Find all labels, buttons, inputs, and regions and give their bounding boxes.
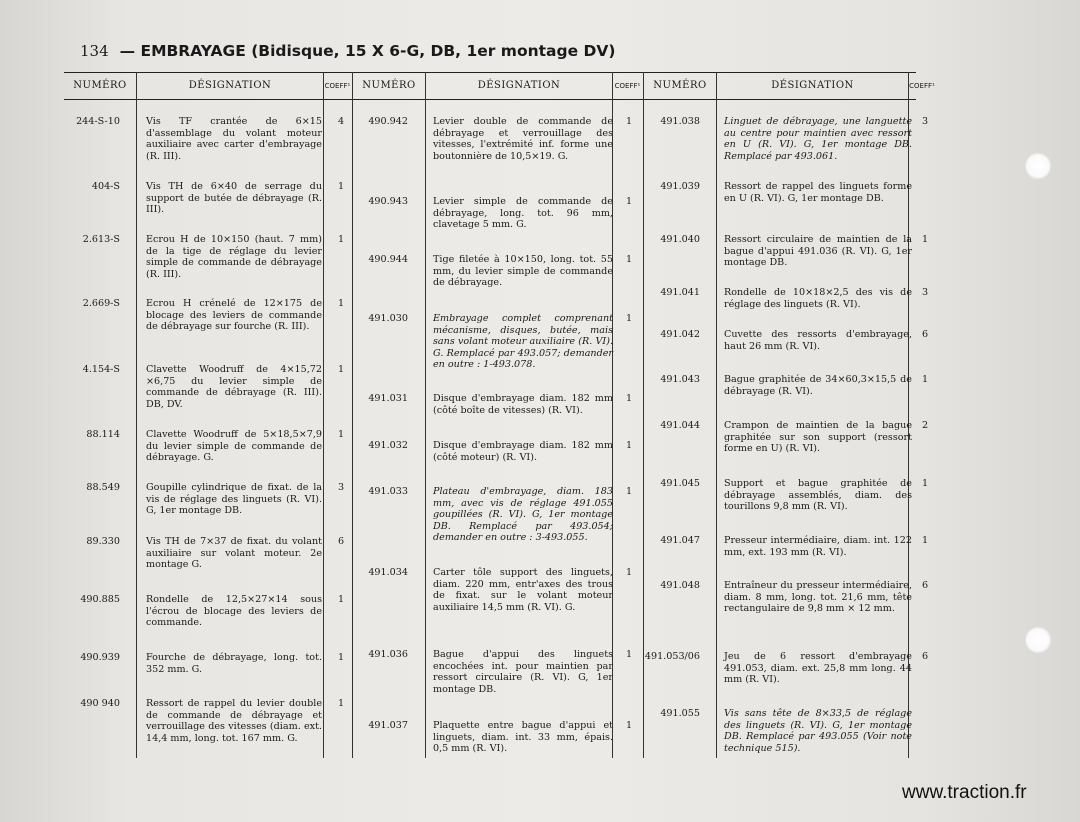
part-coefficient: 1 [626, 486, 633, 497]
part-number: 491.032 [368, 440, 408, 451]
part-designation: Clavette Woodruff de 4×15,72 ×6,75 du levier simple de commande de débrayage (R. III). DB, DV. [146, 364, 322, 410]
part-number: 491.053/06 [644, 651, 700, 662]
part-designation: Fourche de débrayage, long. tot. 352 mm. G. [146, 652, 322, 675]
part-coefficient: 1 [922, 535, 929, 546]
part-number: 491.038 [660, 116, 700, 127]
column-divider [716, 72, 717, 758]
part-coefficient: 1 [338, 429, 345, 440]
part-coefficient: 1 [626, 567, 633, 578]
table-top-rule [64, 72, 916, 73]
part-designation: Disque d'embrayage diam. 182 mm (côté boîte de vitesses) (R. VI). [433, 393, 613, 416]
column-header-coeff: COEFF¹ [614, 82, 641, 90]
part-coefficient: 1 [338, 594, 345, 605]
part-coefficient: 1 [338, 364, 345, 375]
column-divider [136, 72, 137, 758]
part-coefficient: 6 [922, 329, 929, 340]
part-coefficient: 1 [626, 116, 633, 127]
column-header-numero: NUMÉRO [362, 80, 416, 91]
part-designation: Goupille cylindrique de fixat. de la vis de réglage des linguets (R. VI). G, 1er montage DB. [146, 482, 322, 517]
part-number: 491.040 [660, 234, 700, 245]
part-designation: Plateau d'embrayage, diam. 183 mm, avec vis de réglage 491.055 goupillées (R. VI). G, 1er montage DB. Remplacé par 493.054; demander en outre : 3-493.055. [433, 486, 613, 544]
part-number: 490.942 [368, 116, 408, 127]
watermark-url: www.traction.fr [902, 782, 1027, 803]
column-header-coeff: COEFF¹ [909, 82, 935, 90]
binder-hole-top [1024, 152, 1052, 180]
part-designation: Rondelle de 10×18×2,5 des vis de réglage des linguets (R. VI). [724, 287, 912, 310]
part-designation: Bague d'appui des linguets encochées int. pour maintien par ressort circulaire (R. VI). G, 1er montage DB. [433, 649, 613, 695]
part-number: 2.613-S [82, 234, 120, 245]
part-number: 491.037 [368, 720, 408, 731]
part-number: 491.042 [660, 329, 700, 340]
page-title: — EMBRAYAGE (Bidisque, 15 X 6-G, DB, 1er montage DV) [119, 42, 616, 60]
part-designation: Ressort circulaire de maintien de la bague d'appui 491.036 (R. VI). G, 1er montage DB. [724, 234, 912, 269]
column-header-designation: DÉSIGNATION [477, 80, 561, 91]
part-number: 490.885 [80, 594, 120, 605]
part-coefficient: 1 [338, 698, 345, 709]
page-number: 134 [80, 42, 109, 60]
binder-hole-bottom [1024, 626, 1052, 654]
part-designation: Rondelle de 12,5×27×14 sous l'écrou de blocage des leviers de commande. [146, 594, 322, 629]
part-number: 88.549 [86, 482, 120, 493]
part-coefficient: 1 [338, 234, 345, 245]
part-number: 491.033 [368, 486, 408, 497]
part-number: 490.939 [80, 652, 120, 663]
part-coefficient: 1 [626, 196, 633, 207]
part-designation: Jeu de 6 ressort d'embrayage 491.053, diam. ext. 25,8 mm long. 44 mm (R. VI). [724, 651, 912, 686]
part-designation: Tige filetée à 10×150, long. tot. 55 mm, du levier simple de commande de débrayage. [433, 254, 613, 289]
part-coefficient: 1 [338, 298, 345, 309]
part-number: 491.044 [660, 420, 700, 431]
part-number: 491.041 [660, 287, 700, 298]
part-coefficient: 2 [922, 420, 929, 431]
part-coefficient: 1 [626, 649, 633, 660]
part-coefficient: 6 [922, 651, 929, 662]
table-header-rule [64, 99, 916, 100]
part-coefficient: 3 [338, 482, 345, 493]
part-number: 491.043 [660, 374, 700, 385]
part-number: 404-S [91, 181, 120, 192]
part-designation: Levier simple de commande de débrayage, long. tot. 96 mm, clavetage 5 mm. G. [433, 196, 613, 231]
part-number: 2.669-S [82, 298, 120, 309]
part-designation: Clavette Woodruff de 5×18,5×7,9 du levier simple de commande de débrayage. G. [146, 429, 322, 464]
part-designation: Disque d'embrayage diam. 182 mm (côté moteur) (R. VI). [433, 440, 613, 463]
column-header-designation: DÉSIGNATION [771, 80, 854, 91]
part-number: 244-S-10 [76, 116, 120, 127]
column-header-numero: NUMÉRO [73, 80, 127, 91]
part-number: 490 940 [80, 698, 120, 709]
part-designation: Support et bague graphitée de débrayage assemblés, diam. des tourillons 9,8 mm (R. VI). [724, 478, 912, 513]
part-designation: Cuvette des ressorts d'embrayage, haut 26 mm (R. VI). [724, 329, 912, 352]
part-number: 491.036 [368, 649, 408, 660]
part-coefficient: 1 [922, 374, 929, 385]
part-coefficient: 4 [338, 116, 345, 127]
part-coefficient: 6 [338, 536, 345, 547]
part-designation: Ecrou H de 10×150 (haut. 7 mm) de la tige de réglage du levier simple de commande de débrayage (R. III). [146, 234, 322, 280]
part-designation: Ecrou H crénelé de 12×175 de blocage des leviers de commande de débrayage sur fourche (R. III). [146, 298, 322, 333]
part-coefficient: 3 [922, 116, 929, 127]
column-divider [425, 72, 426, 758]
part-number: 491.034 [368, 567, 408, 578]
part-coefficient: 1 [338, 181, 345, 192]
part-designation: Vis TH de 7×37 de fixat. du volant auxiliaire sur volant moteur. 2e montage G. [146, 536, 322, 571]
part-designation: Embrayage complet comprenant mécanisme, disques, butée, mais sans volant moteur auxiliaire (R. VI). G. Remplacé par 493.057; demander en outre : 1-493.078. [433, 313, 613, 371]
part-number: 4.154-S [82, 364, 120, 375]
column-header-coeff: COEFF¹ [324, 82, 351, 90]
page-header [80, 42, 615, 60]
column-header-designation: DÉSIGNATION [188, 80, 272, 91]
part-number: 490.944 [368, 254, 408, 265]
part-designation: Plaquette entre bague d'appui et linguets, diam. int. 33 mm, épais. 0,5 mm (R. VI). [433, 720, 613, 755]
part-number: 491.031 [368, 393, 408, 404]
part-designation: Entraîneur du presseur intermédiaire, diam. 8 mm, long. tot. 21,6 mm, tête rectangulaire de 9,8 mm × 12 mm. [724, 580, 912, 615]
part-coefficient: 6 [922, 580, 929, 591]
part-designation: Linguet de débrayage, une languette au centre pour maintien avec ressort en U (R. VI). G, 1er montage DB. Remplacé par 493.061. [724, 116, 912, 162]
part-designation: Carter tôle support des linguets, diam. 220 mm, entr'axes des trous de fixat. sur le volant moteur auxiliaire 14,5 mm (R. VI). G. [433, 567, 613, 613]
part-designation: Vis TF crantée de 6×15 d'assemblage du volant moteur auxiliaire avec carter d'embrayage (R. III). [146, 116, 322, 162]
part-number: 491.045 [660, 478, 700, 489]
part-number: 491.048 [660, 580, 700, 591]
part-designation: Vis sans tête de 8×33,5 de réglage des linguets (R. VI). G, 1er montage DB. Remplacé par 493.055 (Voir note technique 515). [724, 708, 912, 754]
part-coefficient: 1 [626, 440, 633, 451]
part-coefficient: 1 [626, 313, 633, 324]
part-number: 491.047 [660, 535, 700, 546]
part-coefficient: 1 [626, 254, 633, 265]
part-designation: Ressort de rappel des linguets forme en U (R. VI). G, 1er montage DB. [724, 181, 912, 204]
part-designation: Crampon de maintien de la bague graphitée sur son support (ressort forme en U) (R. VI). [724, 420, 912, 455]
part-designation: Presseur intermédiaire, diam. int. 122 mm, ext. 193 mm (R. VI). [724, 535, 912, 558]
part-coefficient: 1 [922, 234, 929, 245]
part-designation: Vis TH de 6×40 de serrage du support de butée de débrayage (R. III). [146, 181, 322, 216]
part-designation: Bague graphitée de 34×60,3×15,5 de débrayage (R. VI). [724, 374, 912, 397]
part-coefficient: 1 [338, 652, 345, 663]
part-number: 89.330 [86, 536, 120, 547]
part-coefficient: 3 [922, 287, 929, 298]
part-coefficient: 1 [922, 478, 929, 489]
part-number: 490.943 [368, 196, 408, 207]
part-coefficient: 1 [626, 720, 633, 731]
column-header-numero: NUMÉRO [653, 80, 707, 91]
part-number: 88.114 [86, 429, 120, 440]
part-coefficient: 1 [626, 393, 633, 404]
part-designation: Levier double de commande de débrayage et verrouillage des vitesses, l'extrémité inf. forme une boutonnière de 10,5×19. G. [433, 116, 613, 162]
part-number: 491.039 [660, 181, 700, 192]
part-number: 491.030 [368, 313, 408, 324]
part-designation: Ressort de rappel du levier double de commande de débrayage et verrouillage des vitesses (diam. ext. 14,4 mm, long. tot. 167 mm. G. [146, 698, 322, 744]
part-number: 491.055 [660, 708, 700, 719]
